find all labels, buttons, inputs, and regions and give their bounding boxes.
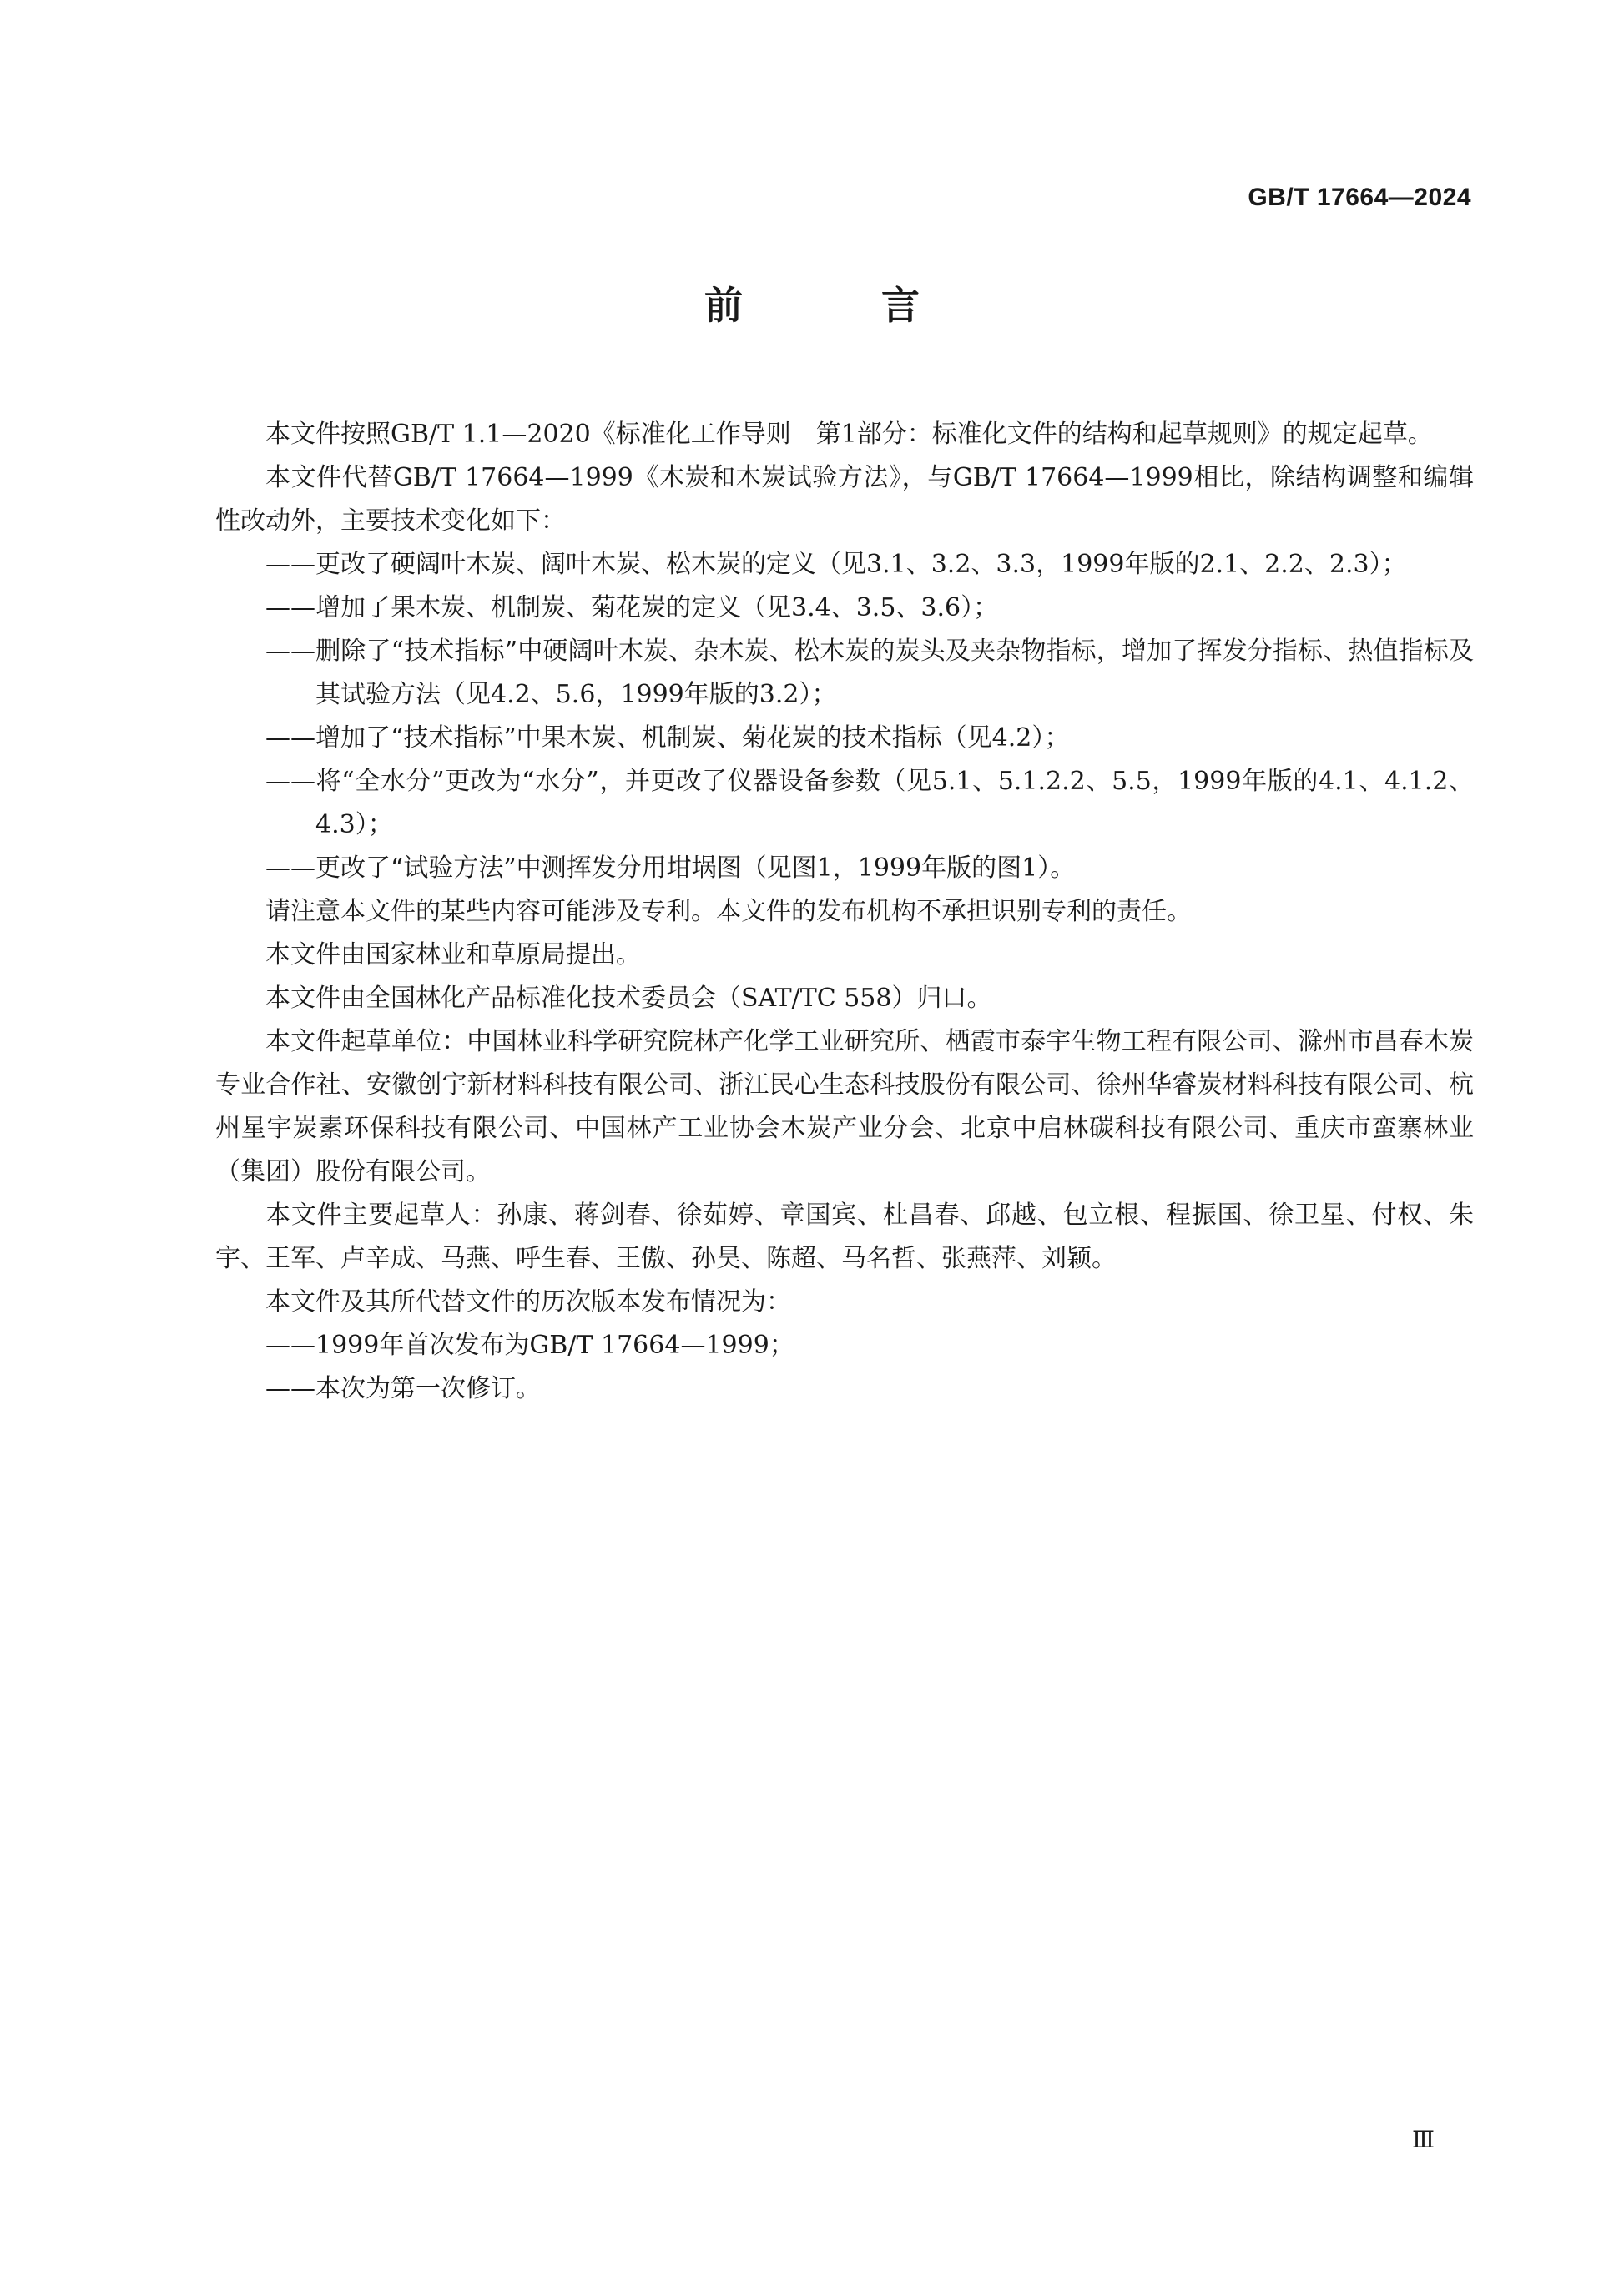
paragraph: 本文件主要起草人：孙康、蒋剑春、徐茹婷、章国宾、杜昌春、邱越、包立根、程振国、徐卫星、付权、朱宇、王军、卢辛成、马燕、呼生春、王傲、孙昊、陈超、马名哲、张燕萍、刘颖。 (215, 1201, 1474, 1273)
list-item: ——将“全水分”更改为“水分”，并更改了仪器设备参数（见5.1、5.1.2.2、5.5，1999年版的4.1、4.1.2、4.3）； (265, 767, 1474, 839)
document-code: GB/T 17664—2024 (1248, 184, 1471, 211)
foreword-body (215, 413, 1474, 1411)
paragraph: 本文件及其所代替文件的历次版本发布情况为： (265, 1287, 791, 1317)
list-item: ——本次为第一次修订。 (265, 1374, 541, 1403)
list-item: ——更改了硬阔叶木炭、阔叶木炭、松木炭的定义（见3.1、3.2、3.3，1999年版的2.1、2.2、2.3）； (265, 550, 1407, 579)
paragraph: 请注意本文件的某些内容可能涉及专利。本文件的发布机构不承担识别专利的责任。 (265, 897, 1192, 926)
paragraph: 本文件起草单位：中国林业科学研究院林产化学工业研究所、栖霞市泰宇生物工程有限公司、滁州市昌春木炭专业合作社、安徽创宇新材料科技有限公司、浙江民心生态科技股份有限公司、徐州华睿炭材料科技有限公司、杭州星宇炭素环保科技有限公司、中国林产工业协会木炭产业分会、北京中启林碳科技有限公司、重庆市蛮寨林业（集团）股份有限公司。 (215, 1027, 1474, 1186)
list-item: ——删除了“技术指标”中硬阔叶木炭、杂木炭、松木炭的炭头及夹杂物指标，增加了挥发分指标、热值指标及其试验方法（见4.2、5.6，1999年版的3.2）； (265, 637, 1474, 709)
list-item: ——增加了果木炭、机制炭、菊花炭的定义（见3.4、3.5、3.6）； (265, 593, 999, 622)
paragraph: 本文件按照GB/T 1.1—2020《标准化工作导则 第1部分：标准化文件的结构和起草规则》的规定起草。 (265, 420, 1433, 449)
list-item: ——更改了“试验方法”中测挥发分用坩埚图（见图1，1999年版的图1）。 (265, 853, 1076, 883)
page-number: Ⅲ (1411, 2126, 1435, 2153)
list-item: ——1999年首次发布为GB/T 17664—1999； (265, 1331, 794, 1360)
paragraph: 本文件代替GB/T 17664—1999《木炭和木炭试验方法》，与GB/T 17664—1999相比，除结构调整和编辑性改动外，主要技术变化如下： (215, 463, 1474, 536)
paragraph: 本文件由国家林业和草原局提出。 (265, 940, 641, 969)
page-title: 前 言 (704, 283, 970, 328)
list-item: ——增加了“技术指标”中果木炭、机制炭、菊花炭的技术指标（见4.2）； (265, 723, 1070, 753)
paragraph: 本文件由全国林化产品标准化技术委员会（SAT/TC 558）归口。 (265, 984, 992, 1013)
